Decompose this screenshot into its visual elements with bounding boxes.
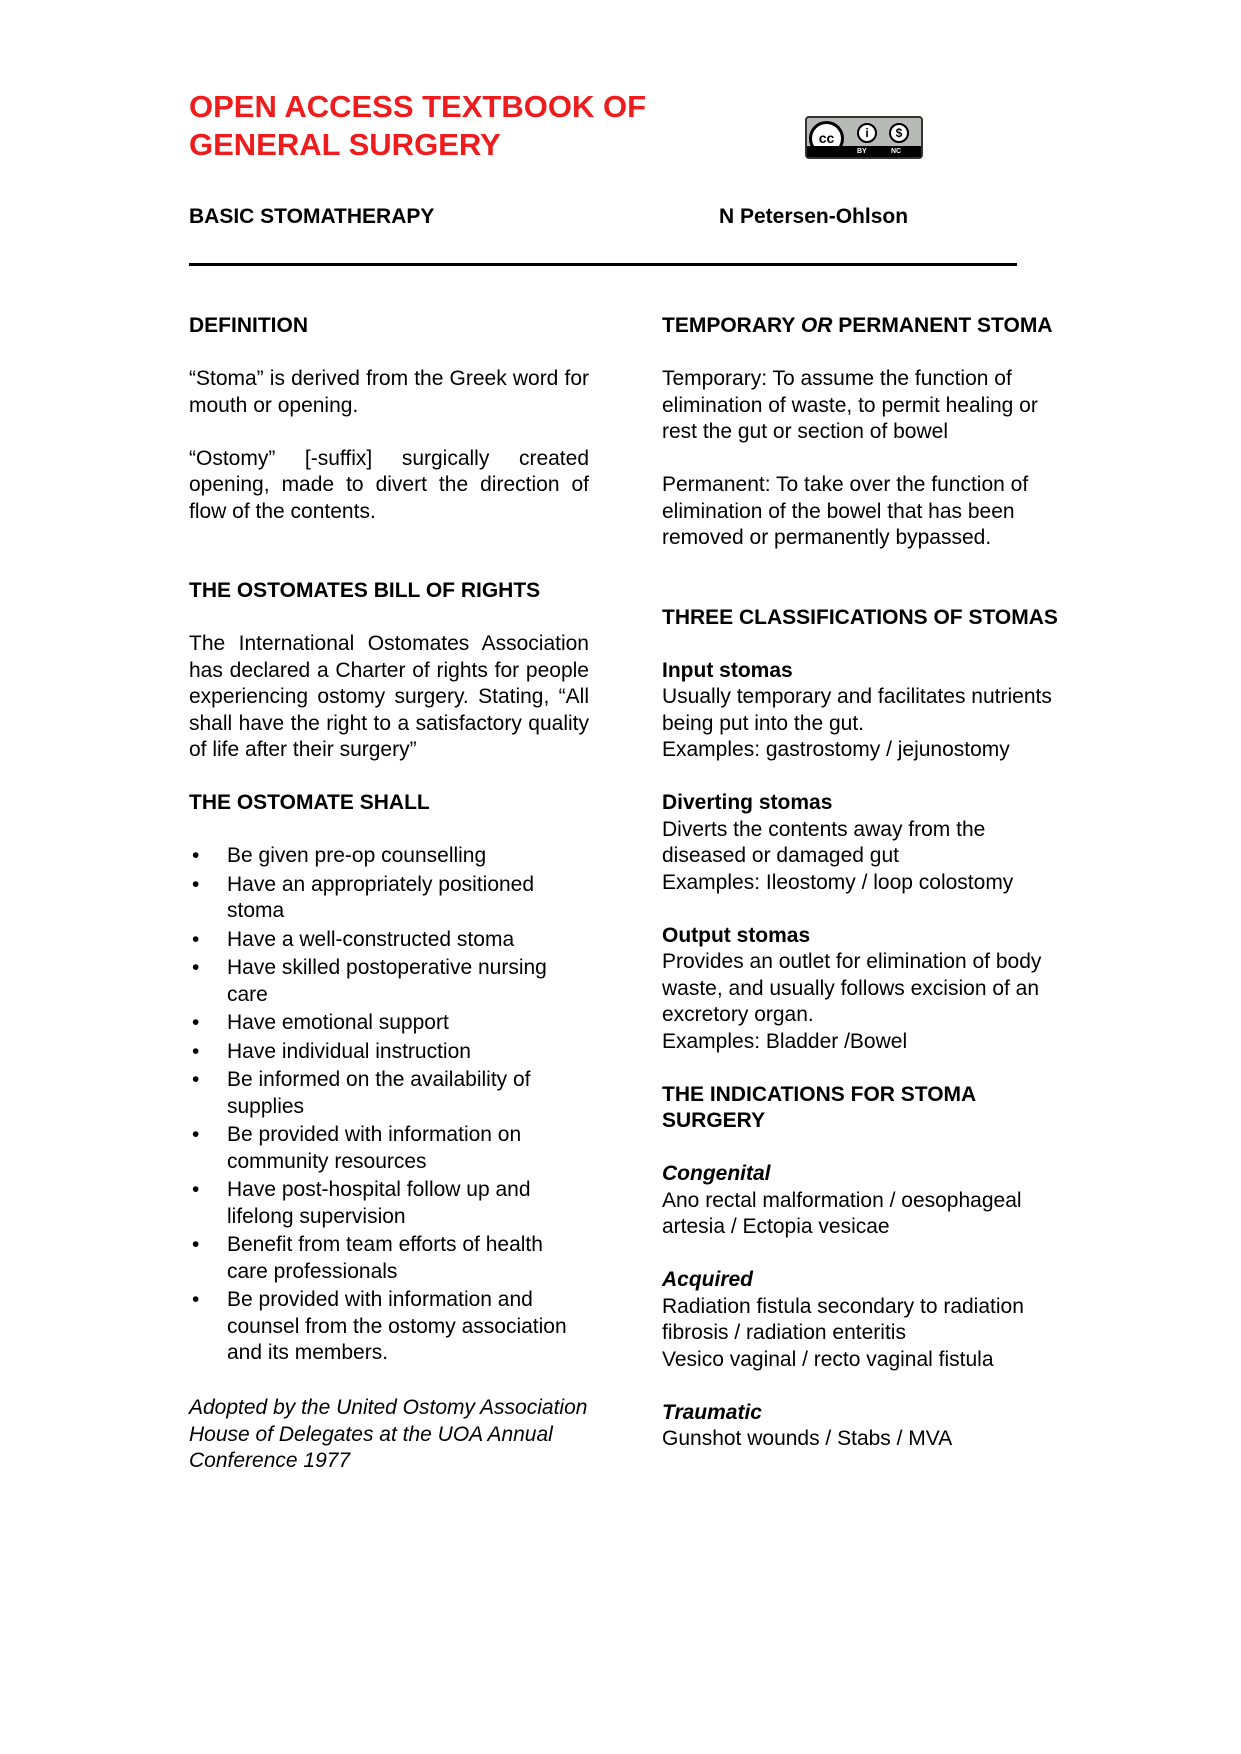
output-stomas-examples: Examples: Bladder /Bowel [662,1029,908,1053]
right-column [662,313,1067,1453]
input-stomas-examples: Examples: gastrostomy / jejunostomy [662,738,1010,761]
temporary-permanent-heading [662,313,1067,340]
definition-heading: DEFINITION [189,314,308,337]
ostomate-rights-list [189,843,589,1367]
attribution-icon: i [857,123,877,143]
book-title [189,88,749,164]
congenital-title: Congenital [662,1162,771,1185]
author-name: N Petersen-Ohlson [719,205,909,228]
acquired-text-2: Vesico vaginal / recto vaginal fistula [662,1347,994,1371]
book-title-line-1: OPEN ACCESS TEXTBOOK OF [189,89,647,124]
license-band [807,146,921,157]
cc-circle-icon: cc [809,121,844,156]
diverting-stomas-text: Diverts the contents away from the diseased or damaged gut [662,817,986,867]
list-item: • Have individual instruction [189,1039,589,1066]
heading-part: PERMANENT STOMA [832,314,1053,337]
list-item: • Benefit from team efforts of health care professionals [189,1232,589,1285]
traumatic-text: Gunshot wounds / Stabs / MVA [662,1427,953,1450]
definition-paragraph-2: “Ostomy” [-suffix] surgically created opening, made to divert the direction of flow of the contents. [189,446,589,523]
left-column [189,313,589,1475]
classifications-heading: THREE CLASSIFICATIONS OF STOMAS [662,605,1058,629]
list-item: • Be informed on the availability of supplies [189,1067,589,1120]
definition-paragraph-1: “Stoma” is derived from the Greek word for mouth or opening. [189,367,589,417]
list-item: • Have an appropriately positioned stoma [189,872,589,925]
list-item: • Have a well-constructed stoma [189,927,589,954]
chapter-title: BASIC STOMATHERAPY [189,205,435,228]
ostomate-shall-heading: THE OSTOMATE SHALL [189,791,430,814]
congenital-text: Ano rectal malformation / oesophageal artesia / Ectopia vesicae [662,1188,1022,1238]
by-label: BY [857,148,867,155]
traumatic-title: Traumatic [662,1400,762,1424]
bill-of-rights-heading: THE OSTOMATES BILL OF RIGHTS [189,579,541,602]
creative-commons-by-nc-icon [805,116,923,159]
heading-or: OR [800,314,833,337]
output-stomas-text: Provides an outlet for elimination of body waste, and usually follows excision of an excretory organ. [662,950,1042,1026]
heading-part: TEMPORARY [662,314,801,337]
diverting-stomas-examples: Examples: Ileostomy / loop colostomy [662,870,1014,894]
permanent-paragraph: Permanent: To take over the function of elimination of the bowel that has been removed or permanently bypassed. [662,473,1029,549]
header-divider [189,263,1017,266]
temporary-paragraph: Temporary: To assume the function of elimination of waste, to permit healing or rest the gut or section of bowel [662,367,1038,443]
list-item: • Be provided with information and counsel from the ostomy association and its members. [189,1287,589,1367]
acquired-text-1: Radiation fistula secondary to radiation fibrosis / radiation enteritis [662,1294,1024,1344]
list-item: • Be given pre-op counselling [189,843,589,870]
list-item: • Have skilled postoperative nursing care [189,955,589,1008]
acquired-title: Acquired [662,1268,754,1291]
diverting-stomas-title: Diverting stomas [662,791,833,814]
input-stomas-text: Usually temporary and facilitates nutrients being put into the gut. [662,685,1052,735]
adoption-note: Adopted by the United Ostomy Association House of Delegates at the UOA Annual Conference 1977 [189,1396,588,1472]
list-item: • Be provided with information on community resources [189,1122,589,1175]
output-stomas-title: Output stomas [662,923,811,947]
nc-label: NC [891,148,902,155]
list-item: • Have post-hospital follow up and lifelong supervision [189,1177,589,1230]
book-title-line-2: GENERAL SURGERY [189,127,501,162]
bill-of-rights-paragraph: The International Ostomates Association has declared a Charter of rights for people experiencing ostomy surgery. Stating, “All shall have the right to a satisfactory quality of life after their surgery” [189,632,589,761]
list-item: • Have emotional support [189,1010,589,1037]
noncommercial-icon: $ [889,123,909,143]
input-stomas-title: Input stomas [662,658,793,682]
indications-heading: THE INDICATIONS FOR STOMA SURGERY [662,1082,976,1132]
